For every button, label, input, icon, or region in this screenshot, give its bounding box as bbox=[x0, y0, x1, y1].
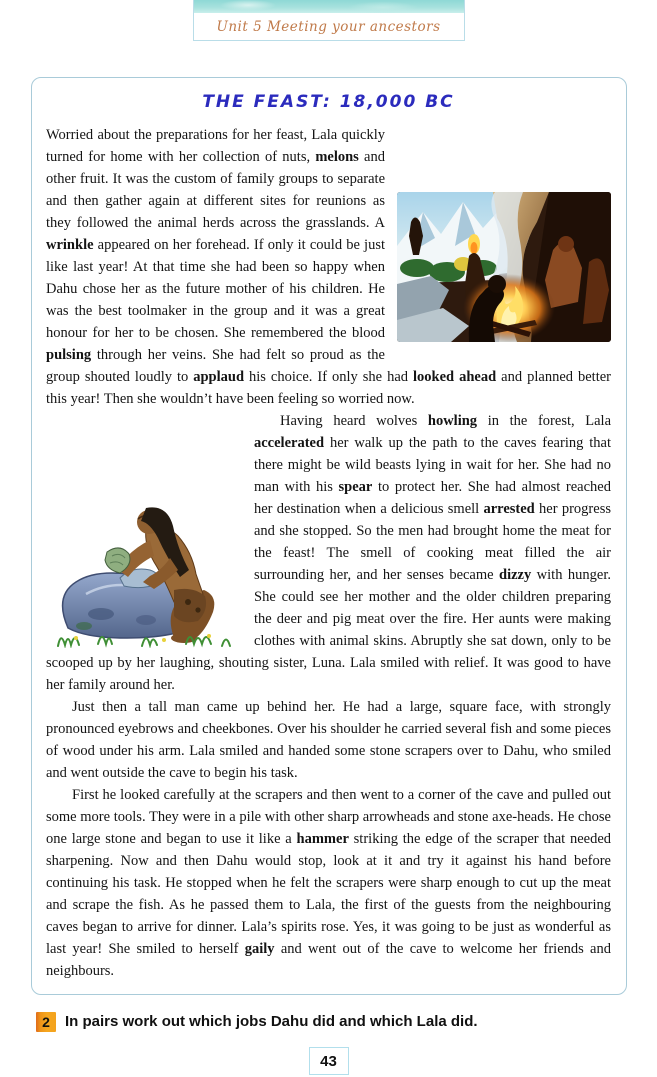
exercise-number-badge: 2 bbox=[36, 1012, 56, 1032]
page-footer bbox=[0, 1033, 657, 1077]
reading-passage-box bbox=[31, 77, 627, 995]
paragraph-4-text: First he looked carefully at the scrapers and then went to a corner of the cave and pulled out some more tools. They were in a pile with other sharp arrowheads and stone axe-heads. He chose one large stone and began to use it like a hammer striking the edge of the scraper that needed sharpening. Now and then Dahu would stop, look at it and try it against his hand before continuing his task. He stopped when he felt the scrapers were sharp enough to cut up the meat and scrape the fish. As he passed them to Lala, the first of the guests from the neighbouring caves began to arrive for dinner. Lala’s spirits rose. Yes, it was going to be just as wonderful as last year! She smiled to herself gaily and went out of the cave to welcome her friends and neighbours. bbox=[46, 787, 612, 979]
cave-feast-fire-scene-illustration bbox=[397, 192, 611, 342]
banner-art-strip bbox=[194, 0, 464, 13]
paragraph-3 bbox=[46, 696, 611, 784]
unit-title: Unit 5 Meeting your ancestors bbox=[216, 18, 441, 35]
paragraph-1 bbox=[46, 124, 611, 410]
exercise-2 bbox=[36, 1011, 629, 1033]
toolmaker-sharpening-stone-illustration bbox=[46, 478, 244, 648]
paragraph-3-text: Just then a tall man came up behind her. He had a large, square face, with strongly pronounced eyebrows and cheekbones. Over his shoulder he carried several fish and some pieces of wood under his arm. Lala smiled and handed some stone scrapers over to Dahu, who smiled and went outside the cave to begin his task. bbox=[46, 699, 611, 781]
page-number: 43 bbox=[309, 1047, 349, 1075]
paragraph-1-text: Worried about the preparations for her feast, Lala quickly turned for home with her collection of nuts, melons and other fruit. It was the custom of family groups to separate and then gather again at different sites for reunions as they followed the animal herds across the grasslands. A wrinkle appeared on her forehead. If only it could be just like last year! At that time she had been so happy when Dahu chose her as the future mother of his children. He was the best toolmaker in the group and it was a great honour for her to be chosen. She remembered the blood pulsing through her veins. She had felt so proud as the group shouted loudly to applaud his choice. If only she had looked ahead and planned better this year! Then she wouldn’t have been feeling so worried now. bbox=[46, 127, 611, 407]
exercise-instruction: In pairs work out which jobs Dahu did and which Lala did. bbox=[65, 1013, 478, 1030]
paragraph-2-text: Having heard wolves howling in the forest, Lala accelerated her walk up the path to the caves fearing that there might be wild beasts lying in wait for her. She had no man with his spear to protect her. She had almost reached her destination when a delicious smell arrested her progress and she stopped. So the men had brought home the meat for the feast! The smell of cooking meat filled the air surrounding her, and her senses became dizzy with hunger. She could see her mother and the older children preparing the deer and pig meat over the fire. Her aunts were making clothes with animal skins. Abruptly she sat down, only to be scooped up by her laughing, shouting sister, Luna. Lala smiled with relief. It was good to have her family around her. bbox=[46, 413, 612, 693]
unit-banner bbox=[193, 0, 465, 41]
paragraph-4 bbox=[46, 784, 611, 982]
paragraph-2 bbox=[46, 410, 611, 696]
passage-title: THE FEAST: 18,000 BC bbox=[202, 92, 455, 112]
